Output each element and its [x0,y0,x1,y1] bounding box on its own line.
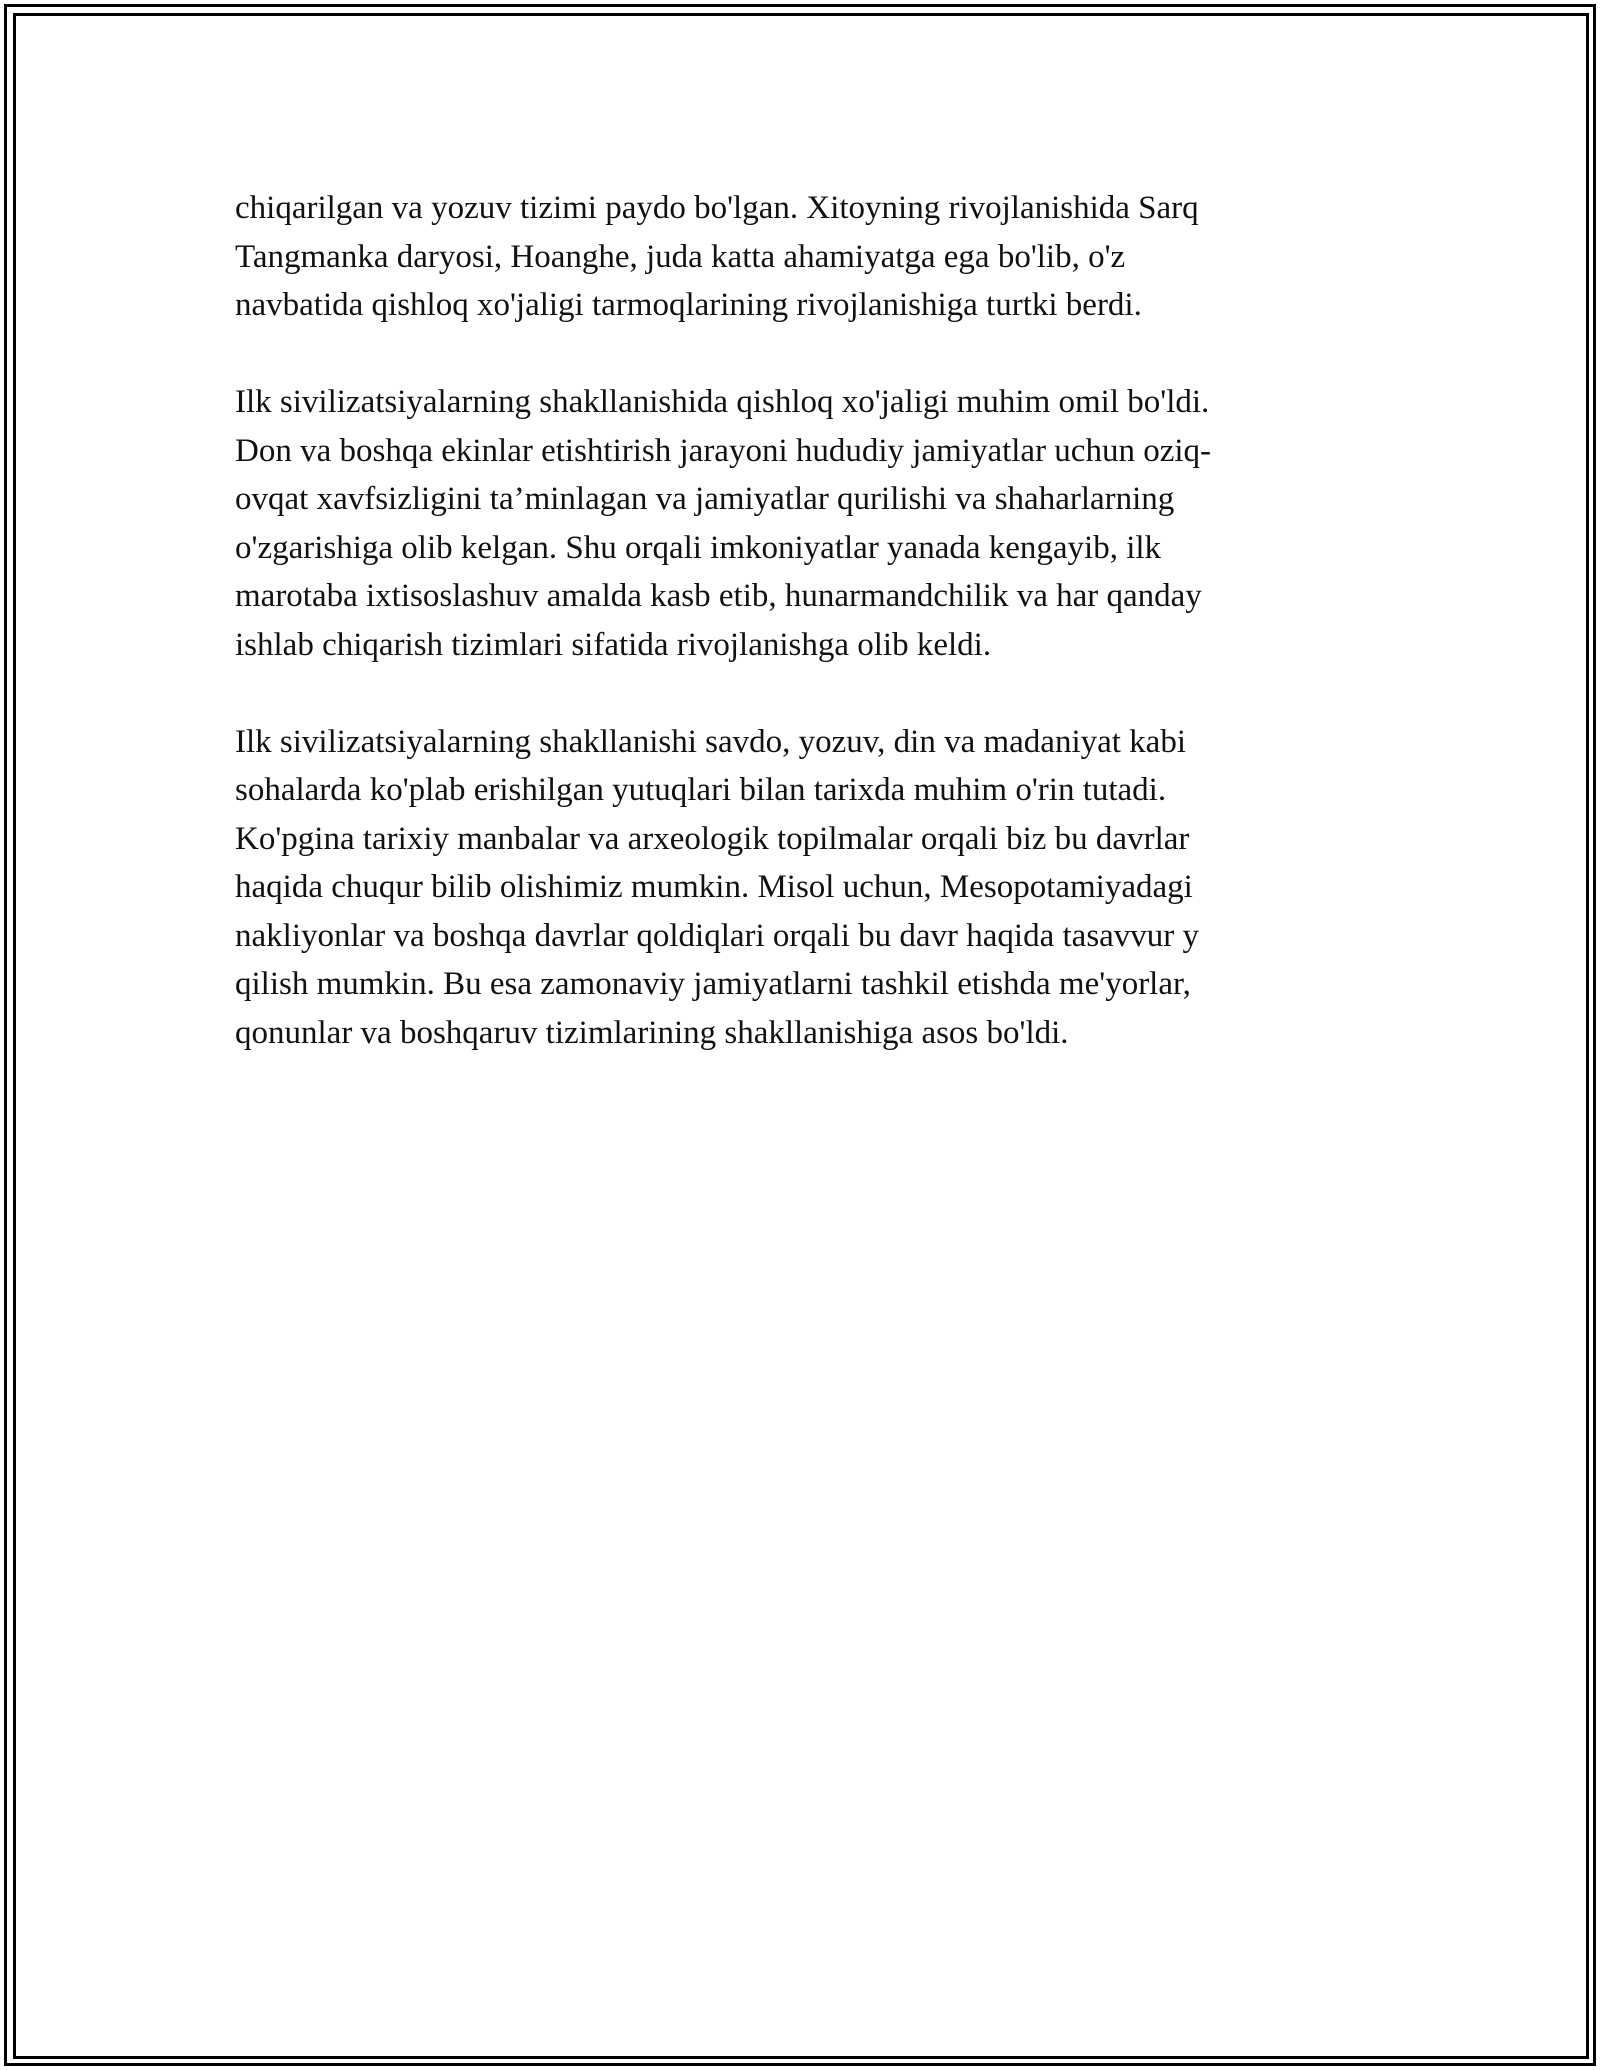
text-line: marotaba ixtisoslashuv amalda kasb etib, hunarmandchilik va har qanday [235,578,1202,614]
text-line: qilish mumkin. Bu esa zamonaviy jamiyatlarni tashkil etishda me'yorlar, [235,966,1191,1002]
text-line: o'zgarishiga olib kelgan. Shu orqali imkoniyatlar yanada kengayib, ilk [235,529,1162,566]
text-line: Ilk sivilizatsiyalarning shakllanishi savdo, yozuv, din va madaniyat kabi [235,723,1186,760]
text-line: ovqat xavfsizligini ta’minlagan va jamiyatlar qurilishi va shaharlarning [235,481,1175,517]
paragraph-3 [235,718,1375,1058]
text-line: chiqarilgan va yozuv tizimi paydo bo'lgan. Xitoyning rivojlanishida Sarq [235,190,1199,226]
text-line: navbatida qishloq xo'jaligi tarmoqlarining rivojlanishiga turtki berdi. [235,287,1142,323]
paragraph-1 [235,184,1375,330]
text-line: Ilk sivilizatsiyalarning shakllanishida qishloq xo'jaligi muhim omil bo'ldi. [235,384,1210,420]
text-line: ishlab chiqarish tizimlari sifatida rivojlanishga olib keldi. [235,626,992,663]
text-line: Tangmanka daryosi, Hoanghe, juda katta ahamiyatga ega bo'lib, o'z [235,238,1126,275]
text-line: Don va boshqa ekinlar etishtirish jarayoni hududiy jamiyatlar uchun oziq- [235,432,1212,469]
paragraph-2 [235,378,1375,669]
document-body [235,184,1375,1106]
text-line: haqida chuqur bilib olishimiz mumkin. Misol uchun, Mesopotamiyadagi [235,869,1193,905]
text-line: nakliyonlar va boshqa davrlar qoldiqlari orqali bu davr haqida tasavvur y [235,917,1200,954]
text-line: qonunlar va boshqaruv tizimlarining shakllanishiga asos bo'ldi. [235,1014,1069,1051]
text-line: Ko'pgina tarixiy manbalar va arxeologik topilmalar orqali biz bu davrlar [235,820,1190,857]
text-line: sohalarda ko'plab erishilgan yutuqlari bilan tarixda muhim o'rin tutadi. [235,772,1167,808]
